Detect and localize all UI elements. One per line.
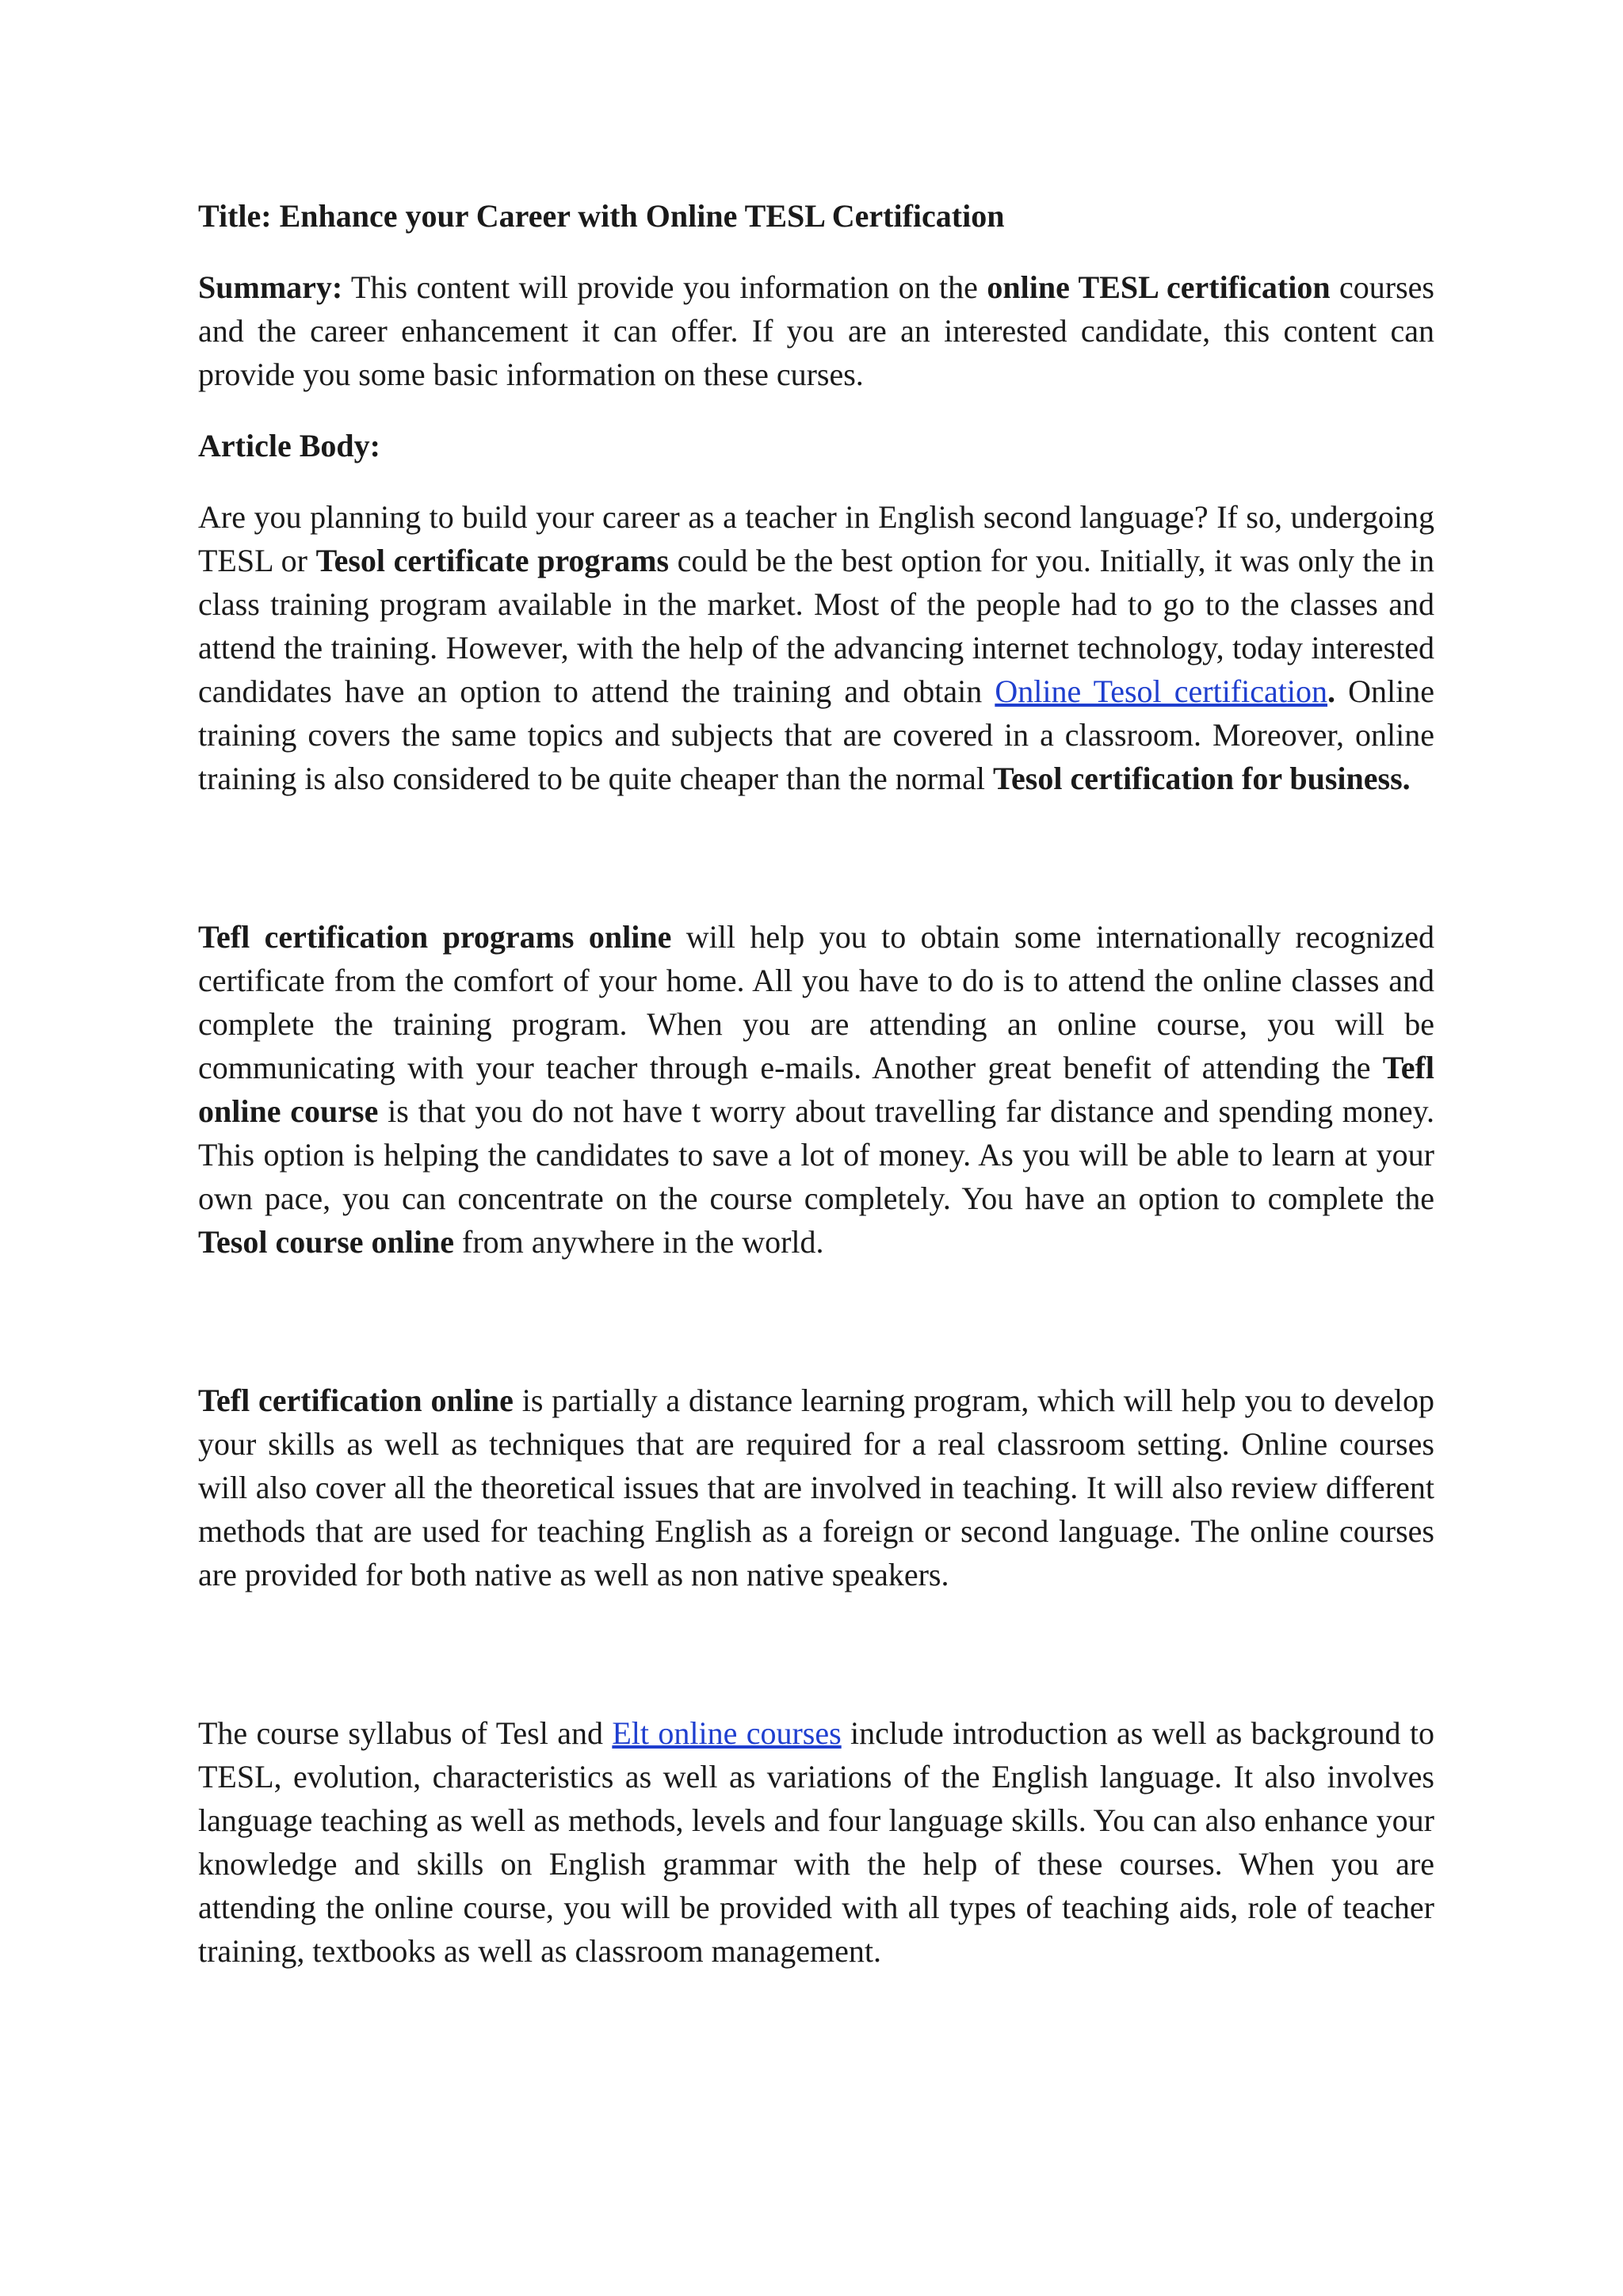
p1-bold-2: . — [1327, 673, 1336, 709]
document-title — [198, 194, 1434, 238]
p2-text-3: from anywhere in the world. — [454, 1224, 824, 1260]
summary-label: Summary: — [198, 269, 343, 305]
p1-bold-3: Tesol certification for business. — [993, 761, 1411, 796]
p2-bold-1: Tefl certification programs online — [198, 919, 672, 955]
paragraph-3 — [198, 1379, 1434, 1596]
article-body-label: Article Body: — [198, 428, 380, 463]
p1-text-2: could be the best option for you. Initially, it was only the in class training program available in the market. Most of the people had to go to the classes and attend the training. However, with the help of the advancing internet technology, today interested candidates have an option to attend the training and obtain — [198, 543, 1434, 709]
p1-text-1: Are you planning to build your career as a teacher in English second language? If so, undergoing TESL or — [198, 499, 1434, 578]
summary-text-2: courses and the career enhancement it can offer. If you are an interested candidate, this content can provide you some basic information on these curses. — [198, 269, 1434, 392]
title-text: Enhance your Career with Online TESL Certification — [279, 198, 1005, 234]
paragraph-2 — [198, 915, 1434, 1264]
summary-paragraph — [198, 265, 1434, 396]
p3-bold-1: Tefl certification online — [198, 1383, 514, 1418]
p2-text-1: will help you to obtain some internationally recognized certificate from the comfort of your home. All you have to do is to attend the online classes and complete the training program. When you are attending an online course, you will be communicating with your teacher through e-mails. Another great benefit of attending the — [198, 919, 1434, 1085]
p2-bold-2: Tefl online course — [198, 1050, 1434, 1129]
p4-text-1: The course syllabus of Tesl and — [198, 1715, 613, 1751]
p4-text-2: include introduction as well as background to TESL, evolution, characteristics as well as variations of the English language. It also involves language teaching as well as methods, levels and four language skills. You can also enhance your knowledge and skills on English grammar with the help of these courses. When you are attending the online course, you will be provided with all types of teaching aids, role of teacher training, textbooks as well as classroom management. — [198, 1715, 1434, 1969]
p1-text-3: Online training covers the same topics and subjects that are covered in a classroom. Moreover, online training is also considered to be quite cheaper than the normal — [198, 673, 1434, 796]
elt-online-courses-link[interactable]: Elt online courses — [612, 1715, 842, 1751]
p2-bold-3: Tesol course online — [198, 1224, 454, 1260]
paragraph-1 — [198, 495, 1434, 800]
document-page — [198, 194, 1434, 1973]
title-label: Title: — [198, 198, 272, 234]
online-tesol-certification-link[interactable]: Online Tesol certification — [995, 673, 1328, 709]
p1-bold-1: Tesol certificate programs — [315, 543, 670, 578]
paragraph-4 — [198, 1711, 1434, 1973]
p2-text-2: is that you do not have t worry about travelling far distance and spending money. This option is helping the candidates to save a lot of money. As you will be able to learn at your own pace, you can concentrate on the course completely. You have an option to complete the — [198, 1093, 1434, 1216]
p3-text-1: is partially a distance learning program, which will help you to develop your skills as well as techniques that are required for a real classroom setting. Online courses will also cover all the theoretical issues that are involved in teaching. It will also review different methods that are used for teaching English as a foreign or second language. The online courses are provided for both native as well as non native speakers. — [198, 1383, 1435, 1592]
article-body-heading — [198, 424, 1434, 467]
summary-bold-1: online TESL certification — [987, 269, 1331, 305]
summary-text-1: This content will provide you information on the — [342, 269, 987, 305]
